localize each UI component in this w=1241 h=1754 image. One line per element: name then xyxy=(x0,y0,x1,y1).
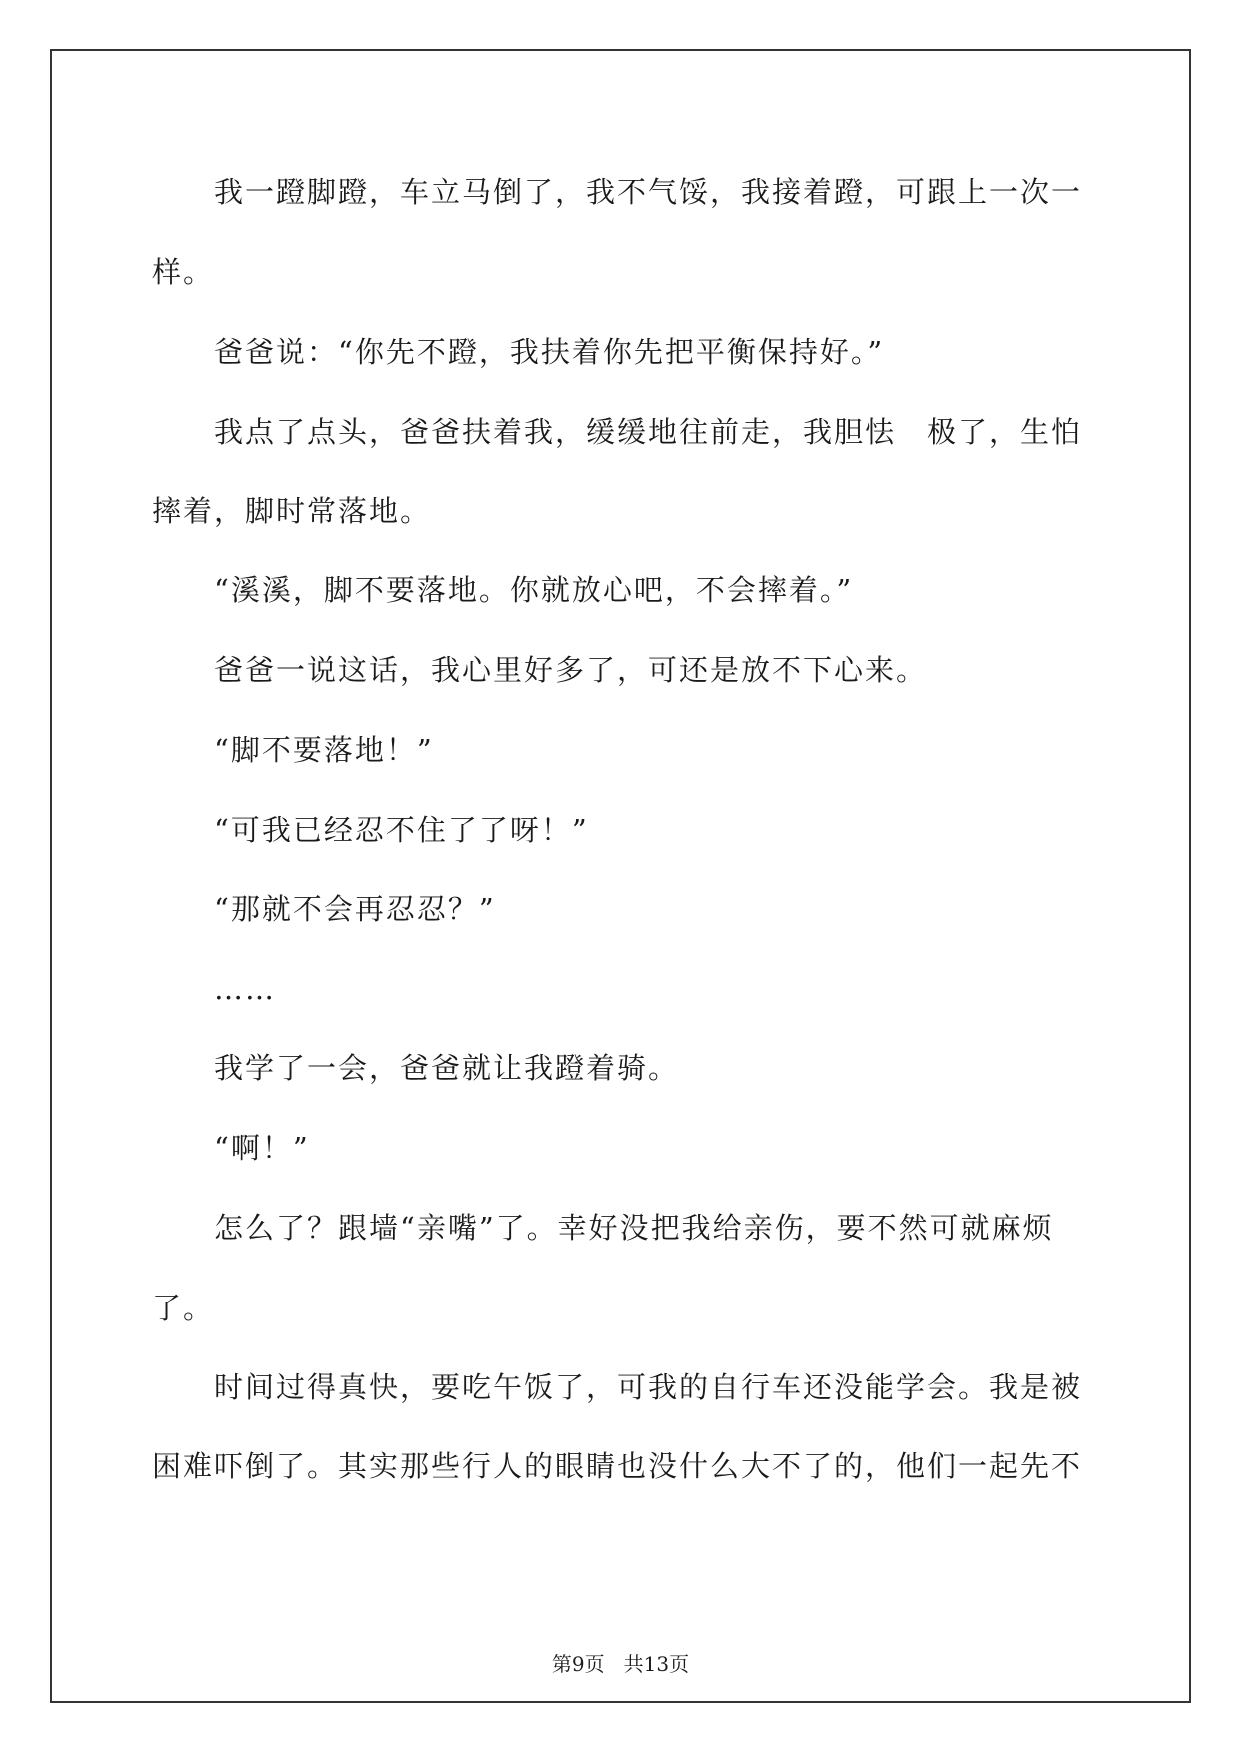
text-line: 爸爸一说这话，我心里好多了，可还是放不下心来。 xyxy=(214,653,928,687)
text-line: 样。 xyxy=(152,255,215,289)
total-pages: 共13页 xyxy=(623,1652,690,1676)
text-line: “那就不会再忍忍？” xyxy=(214,892,496,926)
text-line: 我点了点头，爸爸扶着我，缓缓地往前走，我胆怯 极了，生怕 xyxy=(214,415,1083,449)
text-line: “脚不要落地！” xyxy=(214,733,434,767)
page-number: 第9页 xyxy=(551,1652,605,1676)
text-line: 摔着，脚时常落地。 xyxy=(152,494,432,528)
page-footer xyxy=(0,1648,1241,1677)
text-line: 时间过得真快，要吃午饭了，可我的自行车还没能学会。我是被 xyxy=(214,1370,1083,1404)
text-line: 怎么了？跟墙“亲嘴”了。幸好没把我给亲伤，要不然可就麻烦 xyxy=(214,1211,1054,1245)
text-line: “可我已经忍不住了了呀！” xyxy=(214,813,589,847)
text-line: “啊！” xyxy=(214,1131,310,1165)
text-line: …… xyxy=(214,972,276,1006)
text-line: 我学了一会，爸爸就让我蹬着骑。 xyxy=(214,1051,680,1085)
text-line: 了。 xyxy=(152,1291,215,1325)
text-line: 我一蹬脚蹬，车立马倒了，我不气馁，我接着蹬，可跟上一次一 xyxy=(214,175,1083,209)
text-line: “溪溪，脚不要落地。你就放心吧，不会摔着。” xyxy=(214,573,854,607)
text-line: 爸爸说：“你先不蹬，我扶着你先把平衡保持好。” xyxy=(214,335,885,369)
text-line: 困难吓倒了。其实那些行人的眼睛也没什么大不了的，他们一起先不 xyxy=(152,1449,1083,1483)
